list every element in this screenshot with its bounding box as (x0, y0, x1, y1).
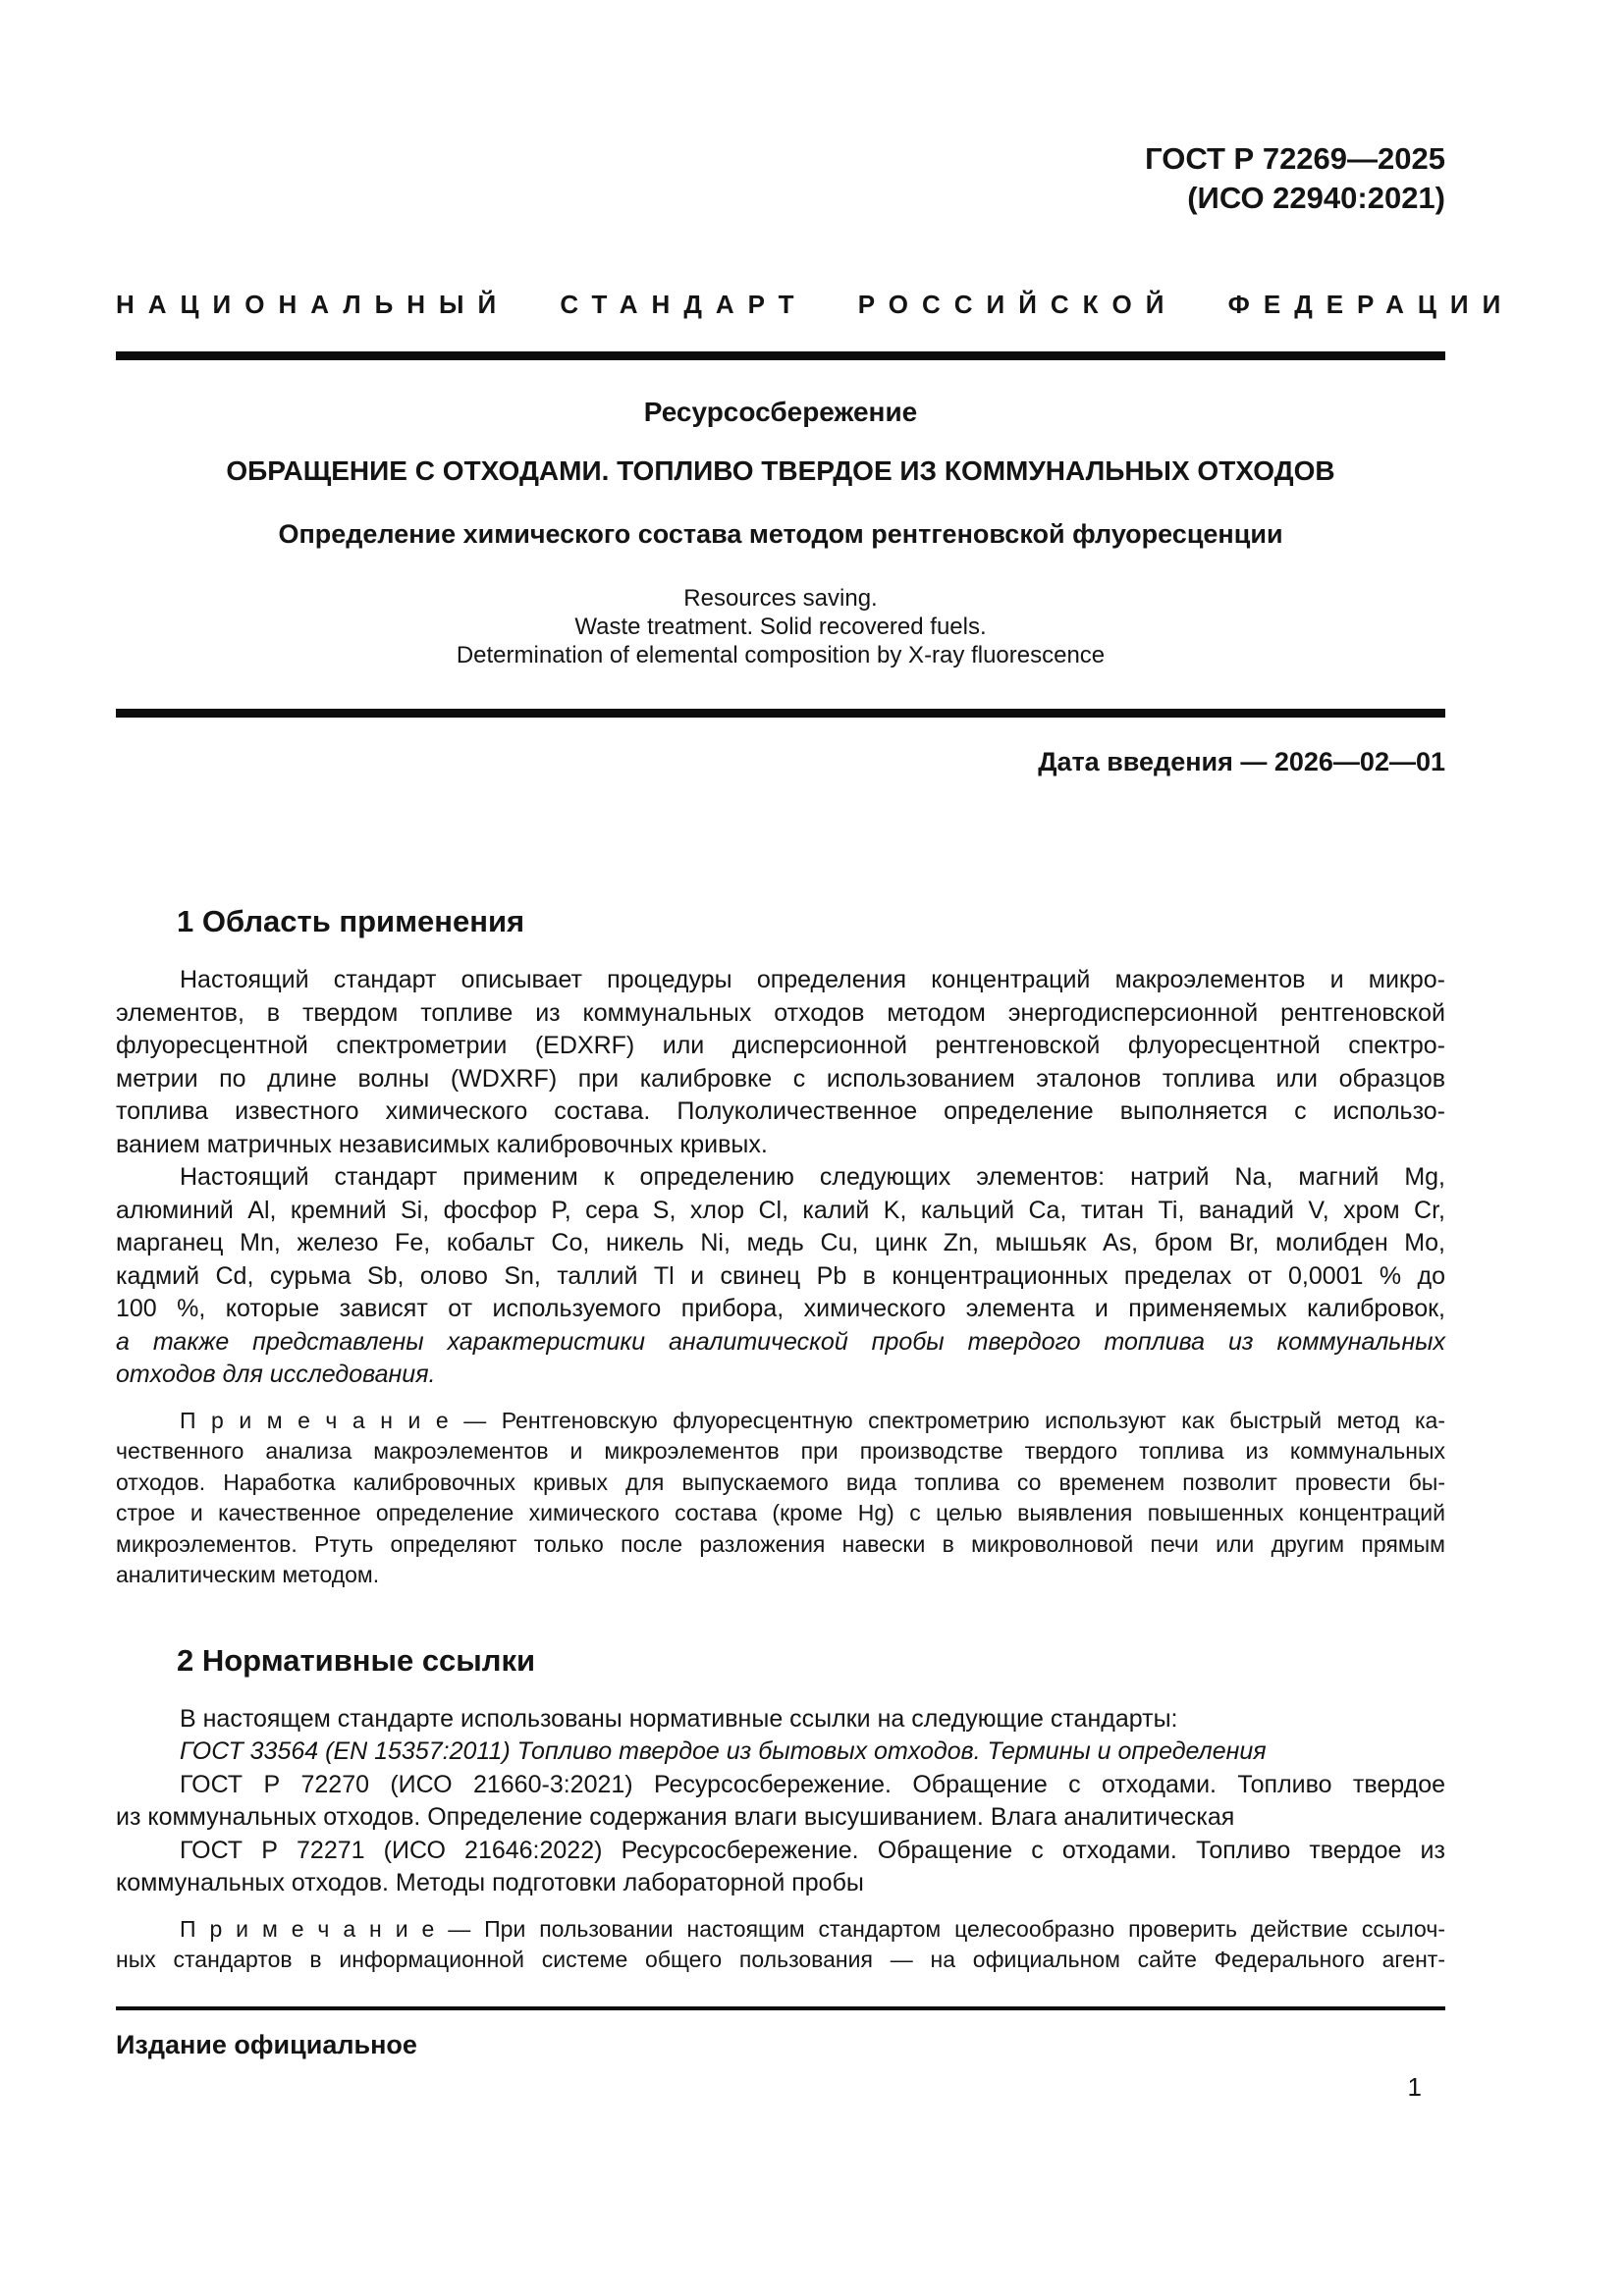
text-line: а также представлены характеристики аналитической пробы твердого топлива из коммунальных (116, 1327, 1445, 1356)
text-line: ванием матричных независимых калибровочных кривых. (116, 1130, 768, 1158)
group-title: Ресурсосбережение (643, 397, 918, 427)
text-line: ГОСТ Р 72271 (ИСО 21646:2022) Ресурсосбережение. Обращение с отходами. Топливо твердое из (180, 1836, 1445, 1864)
english-title-line: Waste treatment. Solid recovered fuels. (574, 614, 987, 640)
text-line: из коммунальных отходов. Определение содержания влаги высушиванием. Влага аналитическая (116, 1803, 1235, 1831)
text-line: Настоящий стандарт описывает процедуры определения концентраций макроэлементов и микро- (180, 966, 1445, 993)
text-line: отходов для исследования. (116, 1361, 436, 1388)
document-iso-reference: (ИСО 22940:2021) (1187, 181, 1445, 215)
text-line: чественного анализа макроэлементов и микроэлементов при производстве твердого топлива из коммунальных (116, 1438, 1445, 1464)
document-title: ОБРАЩЕНИЕ С ОТХОДАМИ. ТОПЛИВО ТВЕРДОЕ ИЗ КОММУНАЛЬНЫХ ОТХОДОВ (226, 455, 1335, 486)
text-line: ГОСТ Р 72270 (ИСО 21660-3:2021) Ресурсосбережение. Обращение с отходами. Топливо твердое (180, 1770, 1445, 1798)
text-line: элементов, в твердом топливе из коммунальных отходов методом энергодисперсионной рентгеновской (116, 998, 1445, 1027)
text-line: П р и м е ч а н и е — Рентгеновскую флуоресцентную спектрометрию используют как быстрый метод ка- (180, 1407, 1445, 1433)
note-paragraph (116, 1406, 1445, 1591)
body-paragraph (116, 1703, 1445, 1900)
official-edition-note: Издание официальное (116, 2029, 417, 2059)
english-title-line: Determination of elemental composition by X-ray fluorescence (456, 642, 1106, 668)
english-title-block (116, 584, 1445, 669)
divider-rule-top (116, 351, 1445, 360)
text-line: марганец Mn, железо Fe, кобальт Co, никель Ni, медь Cu, цинк Zn, мышьяк As, бром Br, молибден Mo, (116, 1229, 1445, 1256)
text-line: ГОСТ 33564 (EN 15357:2011) Топливо твердое из бытовых отходов. Термины и определения (180, 1737, 1267, 1765)
body-paragraph (116, 964, 1445, 1161)
text-line: метрии по длине волны (WDXRF) при калибровке с использованием эталонов топлива или образцов (116, 1064, 1445, 1093)
text-line: П р и м е ч а н и е — При пользовании настоящим стандартом целесообразно проверить действие ссылоч- (180, 1915, 1445, 1942)
text-line: микроэлементов. Ртуть определяют только после разложения навески в микроволновой печи или другим прямым (116, 1530, 1445, 1557)
footer-rule (116, 2006, 1445, 2010)
section-heading: 2 Нормативные ссылки (177, 1642, 536, 1678)
text-line: аналитическим методом. (116, 1562, 380, 1587)
text-line: алюминий Al, кремний Si, фосфор P, сера S, хлор Cl, калий K, кальций Ca, титан Ti, ванадий V, хром Cr, (116, 1196, 1445, 1224)
text-line: топлива известного химического состава. Полуколичественное определение выполняется с использо- (116, 1097, 1445, 1125)
effective-date: Дата введения — 2026—02—01 (1038, 747, 1445, 776)
page-content (116, 0, 1515, 2104)
section-heading: 1 Область применения (177, 904, 525, 938)
document-subtitle: Определение химического состава методом рентгеновской флуоресценции (278, 519, 1283, 549)
text-line: В настоящем стандарте использованы нормативные ссылки на следующие стандарты: (180, 1704, 1178, 1733)
text-line: 100 %, которые зависят от используемого прибора, химического элемента и применяемых калибровок, (116, 1295, 1445, 1322)
note-paragraph (116, 1914, 1445, 1976)
divider-rule-title (116, 709, 1445, 718)
text-line: ных стандартов в информационной системе общего пользования — на официальном сайте Федерального агент- (116, 1947, 1445, 1972)
document-code: ГОСТ Р 72269—2025 (1145, 141, 1445, 176)
page-number: 1 (1407, 2071, 1422, 2102)
text-line: кадмий Cd, сурьма Sb, олово Sn, таллий Tl и свинец Pb в концентрационных пределах от 0,0001 % до (116, 1261, 1445, 1290)
english-title-line: Resources saving. (683, 585, 878, 612)
document-body (116, 778, 1445, 1976)
text-line: Настоящий стандарт применим к определению следующих элементов: натрий Na, магний Mg, (180, 1163, 1445, 1191)
text-line: строе и качественное определение химического состава (кроме Hg) с целью выявления повышенных концентраций (116, 1500, 1445, 1525)
text-line: коммунальных отходов. Методы подготовки лабораторной пробы (116, 1869, 864, 1896)
national-standard-banner: НАЦИОНАЛЬНЫЙ СТАНДАРТ РОССИЙСКОЙ ФЕДЕРАЦИИ (116, 290, 1515, 319)
body-paragraph (116, 1161, 1445, 1392)
text-line: отходов. Наработка калибровочных кривых для выпускаемого вида топлива со временем позволит провести бы- (116, 1468, 1445, 1495)
text-line: флуоресцентной спектрометрии (EDXRF) или дисперсионной рентгеновской флуоресцентной спектро- (116, 1032, 1445, 1059)
